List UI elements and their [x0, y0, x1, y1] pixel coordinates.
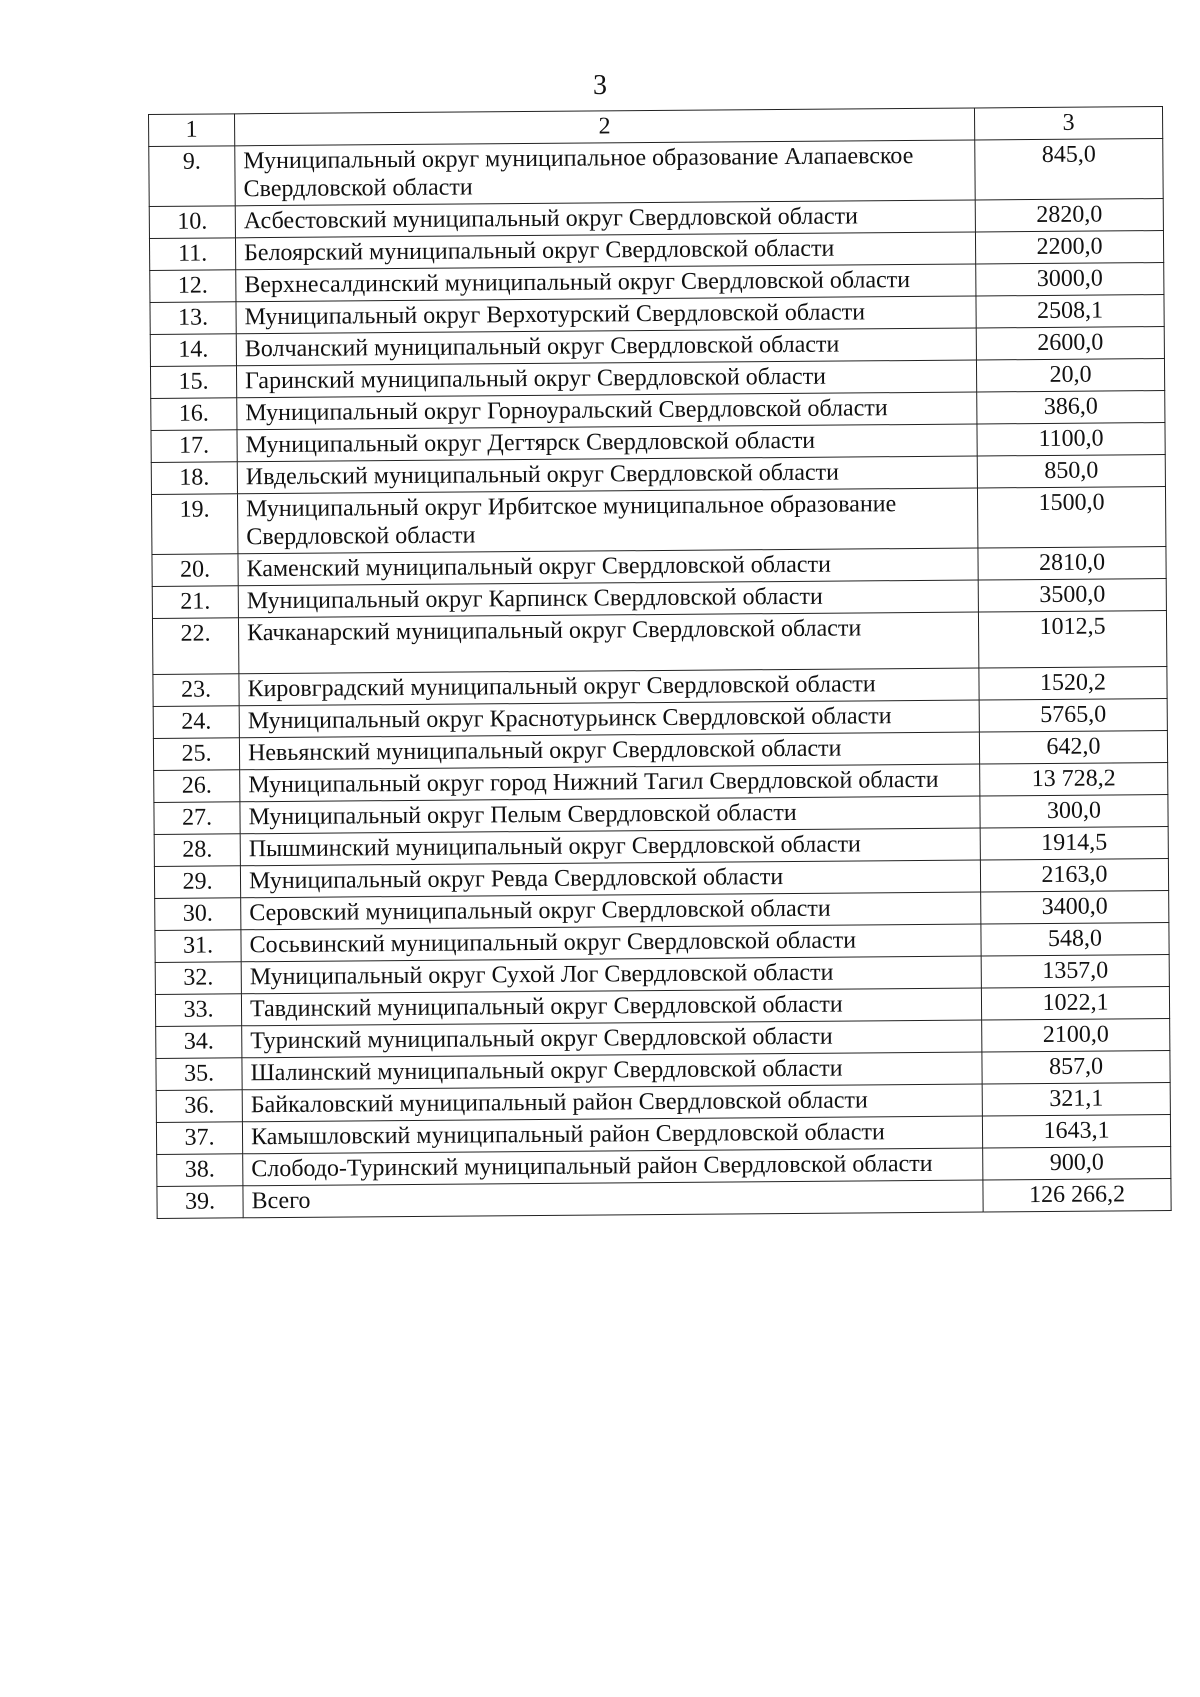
- header-col-1: 1: [149, 114, 235, 147]
- row-value: 5765,0: [979, 699, 1167, 732]
- row-name: Гаринский муниципальный округ Свердловской области: [236, 360, 976, 398]
- row-value: 900,0: [983, 1147, 1171, 1180]
- row-number: 17.: [151, 430, 237, 463]
- row-value: 3500,0: [978, 579, 1166, 612]
- row-name: Муниципальный округ Карпинск Свердловской области: [238, 580, 978, 618]
- table-row: [149, 139, 1163, 207]
- table-row: [151, 487, 1165, 555]
- row-number: 34.: [156, 1026, 242, 1059]
- row-name: Ивдельский муниципальный округ Свердловской области: [237, 456, 977, 494]
- page-number: 3: [593, 70, 607, 101]
- row-name: Туринский муниципальный округ Свердловской области: [242, 1020, 982, 1058]
- row-name: Тавдинский муниципальный округ Свердловской области: [241, 988, 981, 1026]
- row-name: Шалинский муниципальный округ Свердловской области: [242, 1052, 982, 1090]
- row-name: Серовский муниципальный округ Свердловской области: [241, 892, 981, 930]
- row-name: Муниципальный округ Сухой Лог Свердловской области: [241, 956, 981, 994]
- row-name: Муниципальный округ Дегтярск Свердловской области: [237, 424, 977, 462]
- row-number: 13.: [150, 302, 236, 335]
- row-number: 32.: [155, 962, 241, 995]
- row-name: Пышминский муниципальный округ Свердловской области: [240, 828, 980, 866]
- row-value: 2600,0: [976, 327, 1164, 360]
- row-name: Всего: [243, 1180, 983, 1218]
- row-name: Сосьвинский муниципальный округ Свердловской области: [241, 924, 981, 962]
- allocation-table: [148, 106, 1172, 1219]
- row-name: Муниципальный округ Пелым Свердловской области: [240, 796, 980, 834]
- row-value: 321,1: [982, 1083, 1170, 1116]
- row-value: 2810,0: [978, 547, 1166, 580]
- row-number: 11.: [149, 238, 235, 271]
- row-value: 642,0: [979, 731, 1167, 764]
- row-number: 22.: [152, 618, 238, 675]
- row-name: Качканарский муниципальный округ Свердловской области: [238, 612, 978, 674]
- row-number: 12.: [150, 270, 236, 303]
- row-number: 14.: [150, 334, 236, 367]
- row-value: 3400,0: [981, 891, 1169, 924]
- row-name: Камышловский муниципальный район Свердловской области: [242, 1116, 982, 1154]
- row-number: 23.: [153, 674, 239, 707]
- row-name: Асбестовский муниципальный округ Свердловской области: [235, 200, 975, 238]
- row-value: 1100,0: [977, 423, 1165, 456]
- row-number: 9.: [149, 146, 235, 207]
- row-number: 35.: [156, 1058, 242, 1091]
- row-value: 300,0: [980, 795, 1168, 828]
- row-value: 2100,0: [982, 1019, 1170, 1052]
- row-name: Муниципальный округ город Нижний Тагил Свердловской области: [240, 764, 980, 802]
- row-number: 37.: [156, 1122, 242, 1155]
- row-value: 386,0: [977, 391, 1165, 424]
- row-value: 2200,0: [975, 231, 1163, 264]
- row-number: 30.: [155, 898, 241, 931]
- row-number: 26.: [154, 770, 240, 803]
- row-number: 28.: [154, 834, 240, 867]
- row-number: 31.: [155, 930, 241, 963]
- row-number: 15.: [150, 366, 236, 399]
- row-name: Слободо-Туринский муниципальный район Свердловской области: [243, 1148, 983, 1186]
- row-name: Муниципальный округ Ревда Свердловской области: [240, 860, 980, 898]
- row-number: 21.: [152, 586, 238, 619]
- row-name: Муниципальный округ Горноуральский Свердловской области: [237, 392, 977, 430]
- row-name: Муниципальный округ Краснотурьинск Свердловской области: [239, 700, 979, 738]
- row-number: 29.: [154, 866, 240, 899]
- row-value: 1643,1: [982, 1115, 1170, 1148]
- row-value: 13 728,2: [980, 763, 1168, 796]
- row-value: 3000,0: [976, 263, 1164, 296]
- row-value: 1500,0: [977, 487, 1165, 548]
- row-name: Муниципальный округ Верхотурский Свердловской области: [236, 296, 976, 334]
- row-number: 24.: [153, 706, 239, 739]
- row-value: 845,0: [975, 139, 1163, 200]
- row-value: 1357,0: [981, 955, 1169, 988]
- row-number: 20.: [152, 554, 238, 587]
- row-number: 27.: [154, 802, 240, 835]
- table-row: [157, 1178, 1171, 1218]
- row-value: 2820,0: [975, 199, 1163, 232]
- row-name: Верхнесалдинский муниципальный округ Свердловской области: [236, 264, 976, 302]
- row-name: Белоярский муниципальный округ Свердловской области: [235, 232, 975, 270]
- row-value: 1012,5: [978, 611, 1166, 668]
- row-number: 36.: [156, 1090, 242, 1123]
- row-number: 10.: [149, 206, 235, 239]
- row-value: 1520,2: [979, 667, 1167, 700]
- row-number: 33.: [155, 994, 241, 1027]
- row-value: 857,0: [982, 1051, 1170, 1084]
- row-value: 2163,0: [980, 859, 1168, 892]
- row-number: 16.: [151, 398, 237, 431]
- table-row: [152, 611, 1166, 675]
- row-name: Муниципальный округ Ирбитское муниципальное образование Свердловской области: [237, 488, 977, 554]
- row-name: Волчанский муниципальный округ Свердловской области: [236, 328, 976, 366]
- row-value: 548,0: [981, 923, 1169, 956]
- header-col-3: 3: [974, 107, 1162, 140]
- row-name: Каменский муниципальный округ Свердловской области: [238, 548, 978, 586]
- row-number: 25.: [153, 738, 239, 771]
- header-col-2: 2: [235, 108, 975, 146]
- row-value: 850,0: [977, 455, 1165, 488]
- row-value: 20,0: [976, 359, 1164, 392]
- row-value: 1022,1: [981, 987, 1169, 1020]
- row-number: 38.: [157, 1154, 243, 1187]
- row-value: 2508,1: [976, 295, 1164, 328]
- row-number: 19.: [151, 494, 237, 555]
- row-number: 18.: [151, 462, 237, 495]
- row-name: Невьянский муниципальный округ Свердловской области: [239, 732, 979, 770]
- row-name: Муниципальный округ муниципальное образование Алапаевское Свердловской области: [235, 140, 975, 206]
- row-value: 1914,5: [980, 827, 1168, 860]
- row-name: Байкаловский муниципальный район Свердловской области: [242, 1084, 982, 1122]
- row-number: 39.: [157, 1186, 243, 1219]
- row-value: 126 266,2: [983, 1178, 1171, 1211]
- row-name: Кировградский муниципальный округ Свердловской области: [239, 668, 979, 706]
